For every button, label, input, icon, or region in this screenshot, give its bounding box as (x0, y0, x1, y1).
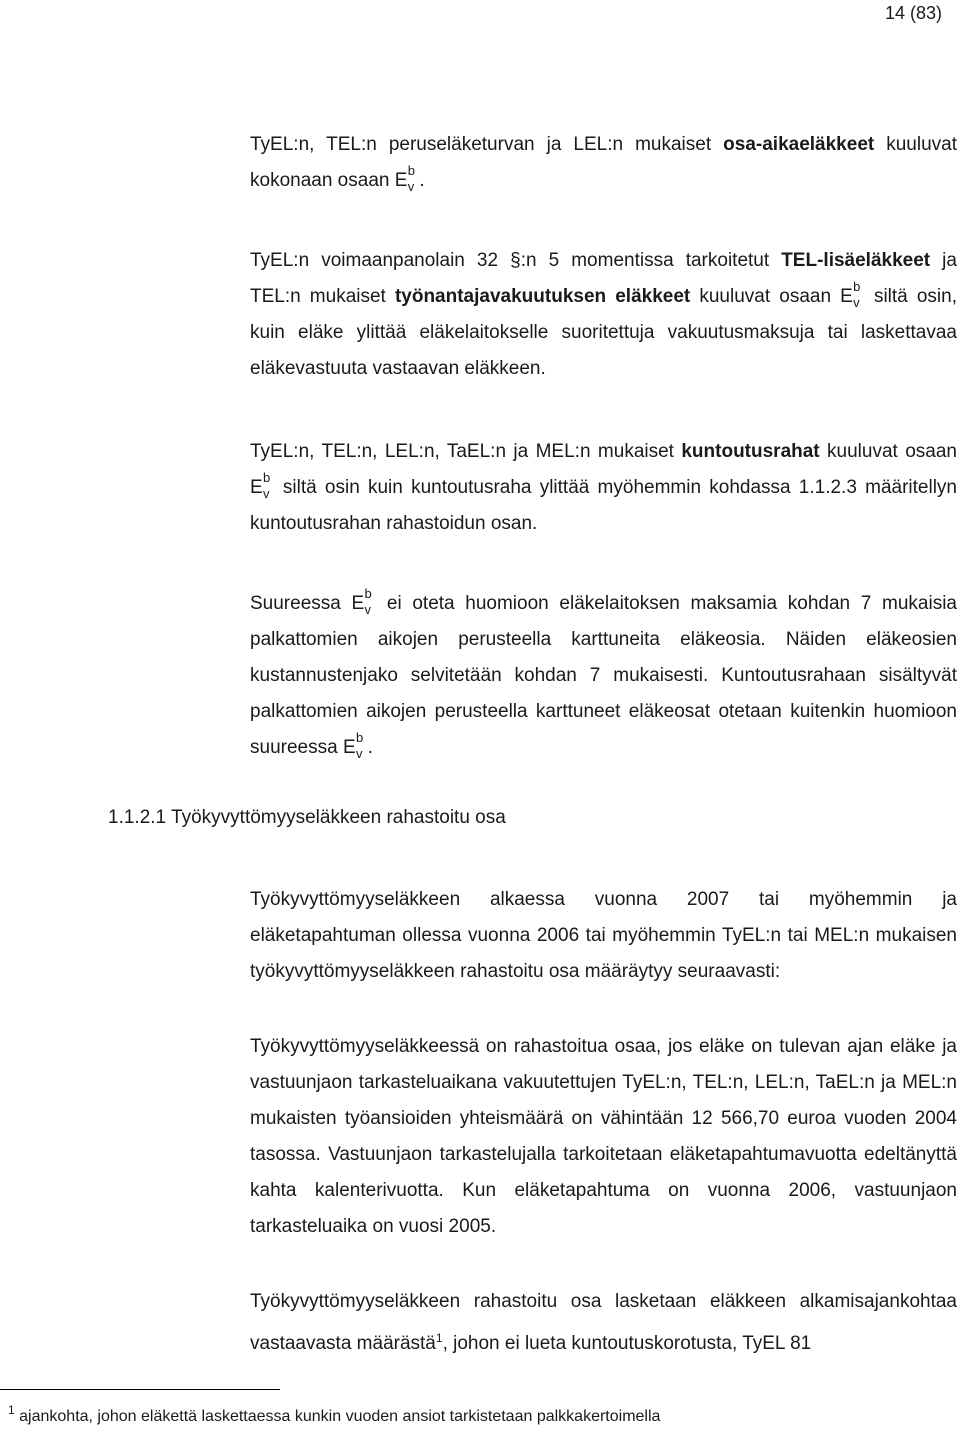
text: Suureessa (250, 593, 352, 614)
footnote-divider (0, 1389, 280, 1390)
text: . (367, 737, 373, 758)
paragraph-tel-lisaelakkeet (250, 243, 957, 387)
symbol-sub: v (263, 486, 270, 501)
text: . (419, 170, 425, 191)
ev-symbol (250, 470, 275, 506)
symbol-base: E (342, 737, 356, 758)
symbol-sup: b (407, 163, 415, 178)
text: Työkyvyttömyyseläkkeen rahastoitu osa lasketaan eläkkeen alkamisajankohtaa vastaavasta määrästä (250, 1291, 957, 1354)
symbol-base: E (840, 286, 853, 307)
symbol-sup: b (853, 279, 861, 294)
bold-term: osa-aikaeläkkeet (723, 134, 875, 155)
paragraph-tyokyvyttomyys-intro (250, 882, 957, 990)
symbol-sub: v (364, 602, 372, 617)
text: TyEL:n voimaanpanolain 32 §:n 5 momentissa tarkoitetut (250, 250, 782, 271)
paragraph-suureessa (250, 586, 957, 766)
footnote-reference[interactable]: 1 (435, 1331, 443, 1345)
text: ei oteta huomioon eläkelaitoksen maksamia kohdan 7 mukaisia palkattomien aikojen perusteella karttuneita eläkeosia. Näiden eläkeosien kustannustenjako selvitetään kohdan 7 mukaisesti. Kuntoutusrahaan sisältyvät palkattomien aikojen perusteella karttuneet eläkeosat otetaan kuitenkin huomioon suureessa (250, 593, 957, 758)
bold-term: kuntoutusrahat (681, 441, 820, 462)
footnote-text: ajankohta, johon eläkettä laskettaessa kunkin vuoden ansiot tarkistetaan palkkakertoimella (19, 1408, 661, 1425)
bold-term: TEL-lisäeläkkeet (781, 250, 931, 271)
text: ja TEL:n mukaiset (250, 250, 957, 307)
symbol-sub: v (355, 746, 363, 761)
text: TyEL:n, TEL:n, LEL:n, TaEL:n ja MEL:n mukaiset (250, 441, 682, 462)
ev-symbol (395, 163, 420, 199)
symbol-sup: b (364, 586, 372, 601)
symbol-sub: v (407, 179, 415, 194)
paragraph-laskenta (250, 1284, 957, 1362)
footnote-number: 1 (8, 1403, 15, 1417)
ev-symbol (840, 279, 865, 315)
bold-term: työnantajavakuutuksen eläkkeet (394, 286, 691, 307)
text: siltä osin, kuin eläke ylittää eläkelaitokselle suoritettuja vakuutusmaksuja tai laskettavaa eläkevastuuta vastaavan eläkkeen. (250, 286, 957, 379)
paragraph-osa-aikaelakkeet (250, 127, 957, 199)
text: , johon ei lueta kuntoutuskorotusta, TyEL 81 (442, 1333, 812, 1354)
symbol-sub: v (853, 295, 860, 310)
paragraph-kuntoutusrahat (250, 434, 957, 542)
text: kuuluvat osaan (819, 441, 957, 462)
symbol-sup: b (263, 470, 271, 485)
text: kuuluvat kokonaan osaan (250, 134, 958, 191)
ev-symbol (352, 586, 377, 622)
symbol-base: E (394, 170, 408, 191)
footnote (8, 1403, 660, 1426)
text: Työkyvyttömyyseläkkeessä on rahastoitua osaa, jos eläke on tulevan ajan eläke ja vastuunjaon tarkasteluaikana vakuutettujen TyEL:n, TEL:n, LEL:n, TaEL:n ja MEL:n mukaisten työansioiden yhteismäärä on vähintään 12 566,70 euroa vuoden 2004 tasossa. Vastuunjaon tarkastelujalla tarkoitetaan eläketapahtumavuotta edeltänyttä kahta kalenterivuotta. Kun eläketapahtuma on vuonna 2006, vastuunjaon tarkasteluaika on vuosi 2005. (250, 1036, 957, 1237)
symbol-base: E (250, 477, 263, 498)
symbol-sup: b (355, 730, 364, 745)
ev-symbol (343, 730, 368, 766)
paragraph-rahastoitu-osa (250, 1029, 957, 1245)
section-heading: 1.1.2.1 Työkyvyttömyyseläkkeen rahastoitu osa (108, 807, 506, 828)
text: TyEL:n, TEL:n peruseläketurvan ja LEL:n mukaiset (250, 134, 724, 155)
text: Työkyvyttömyyseläkkeen alkaessa vuonna 2007 tai myöhemmin ja eläketapahtuman ollessa vuonna 2006 tai myöhemmin TyEL:n tai MEL:n mukaisen työkyvyttömyyseläkkeen rahastoitu osa määräytyy seuraavasti: (250, 889, 957, 982)
text: siltä osin kuin kuntoutusraha ylittää myöhemmin kohdassa 1.1.2.3 määritellyn kuntoutusrahan rahastoidun osan. (250, 477, 957, 534)
symbol-base: E (351, 593, 365, 614)
page-number: 14 (83) (884, 3, 942, 23)
text: kuuluvat osaan (690, 286, 841, 307)
